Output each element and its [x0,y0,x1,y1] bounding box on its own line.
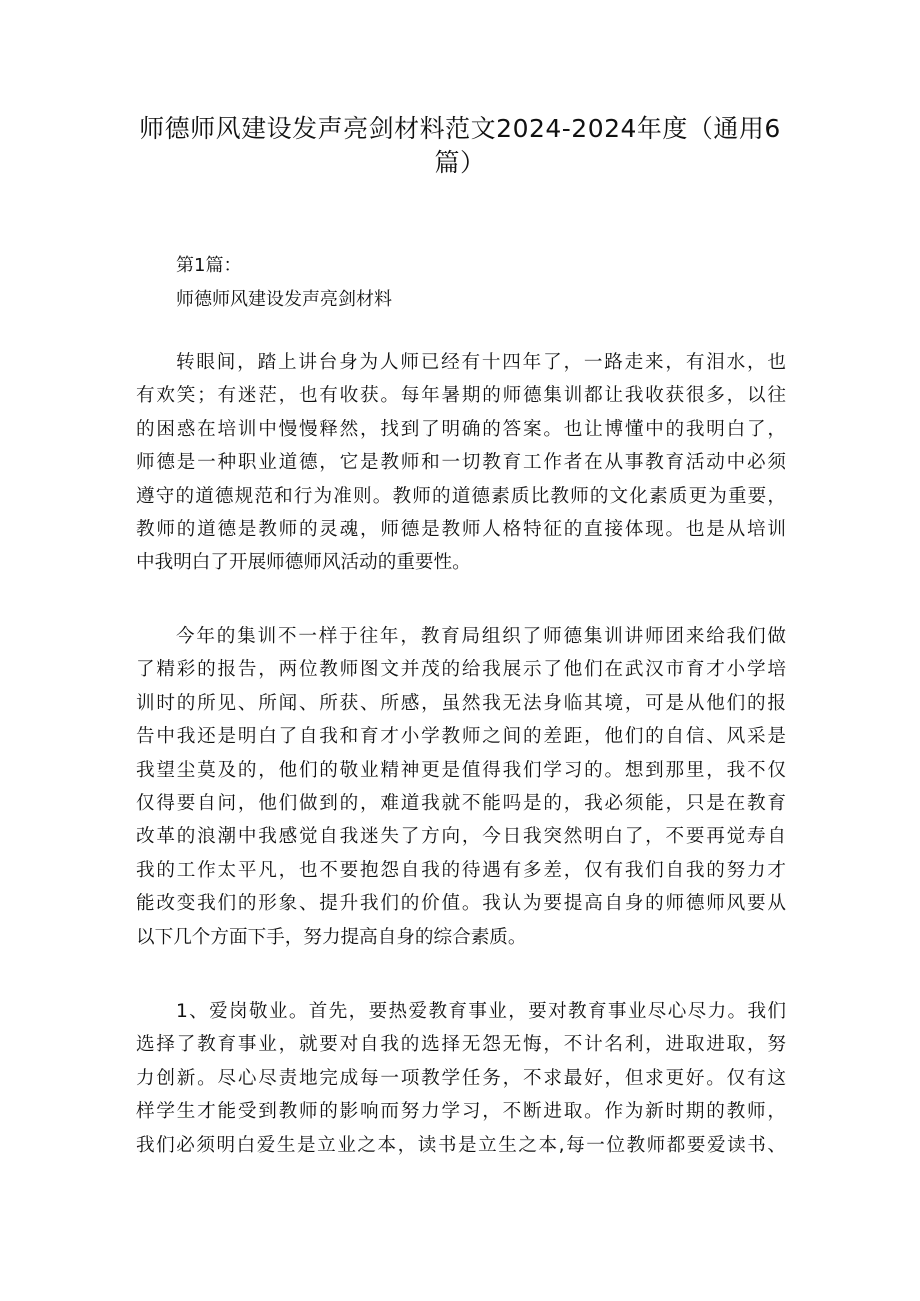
paragraph-line: 我们必须明白爱生是立业之本，读书是立生之本,每一位教师都要爱读书、 [136,1134,786,1156]
paragraph-line: 了精彩的报告，两位教师图文并茂的给我展示了他们在武汉市育才小学培 [136,659,786,681]
section-title: 师德师风建设发声亮剑材料 [176,289,392,310]
paragraph-line: 样学生才能受到教师的影响而努力学习，不断进取。作为新时期的教师， [136,1101,786,1123]
paragraph-line: 中我明白了开展师德师风活动的重要性。 [136,552,471,574]
paragraph-line: 有欢笑；有迷茫，也有收获。每年暑期的师德集训都让我收获很多，以往 [136,385,786,407]
paragraph-3 [136,995,786,1162]
paragraph-line: 选择了教育事业，就要对自我的选择无怨无悔，不计名利，进取进取，努 [136,1034,786,1056]
title-line-2: 篇） [434,148,486,177]
document-title [120,112,800,180]
paragraph-line: 改革的浪潮中我感觉自我迷失了方向，今日我突然明白了，不要再觉寿自 [136,826,786,848]
paragraph-line: 力创新。尽心尽责地完成每一项教学任务，不求最好，但求更好。仅有这 [136,1067,786,1089]
title-line-1: 师德师风建设发声亮剑材料范文2024-2024年度（通用6 [139,114,781,143]
paragraph-line: 1、爱岗敬业。首先，要热爱教育事业，要对教育事业尽心尽力。我们 [176,1001,786,1022]
paragraph-2 [136,620,786,954]
paragraph-line: 能改变我们的形象、提升我们的价值。我认为要提高自身的师德师风要从 [136,893,786,915]
paragraph-1 [136,346,786,580]
section-label: 第1篇： [176,255,242,276]
paragraph-line: 以下几个方面下手，努力提高自身的综合素质。 [136,926,527,948]
paragraph-line: 转眼间，踏上讲台身为人师已经有十四年了，一路走来，有泪水，也 [176,352,786,373]
paragraph-line: 告中我还是明白了自我和育才小学教师之间的差距，他们的自信、风采是 [136,726,786,748]
paragraph-line: 的困惑在培训中慢慢释然，找到了明确的答案。也让博懂中的我明白了， [136,418,786,440]
paragraph-line: 我的工作太平凡，也不要抱怨自我的待遇有多差，仅有我们自我的努力才 [136,859,786,881]
paragraph-line: 教师的道德是教师的灵魂，师德是教师人格特征的直接体现。也是从培训 [136,518,786,540]
paragraph-line: 遵守的道德规范和行为准则。教师的道德素质比教师的文化素质更为重要， [136,485,786,507]
paragraph-line: 师德是一种职业道德，它是教师和一切教育工作者在从事教育活动中必须 [136,452,786,474]
paragraph-line: 今年的集训不一样于往年，教育局组织了师德集训讲师团来给我们做 [176,626,786,647]
paragraph-line: 我望尘莫及的，他们的敬业精神更是值得我们学习的。想到那里，我不仅 [136,759,786,781]
paragraph-line: 训时的所见、所闻、所获、所感，虽然我无法身临其境，可是从他们的报 [136,692,786,714]
paragraph-line: 仅得要自问，他们做到的，难道我就不能吗是的，我必须能，只是在教育 [136,792,786,814]
